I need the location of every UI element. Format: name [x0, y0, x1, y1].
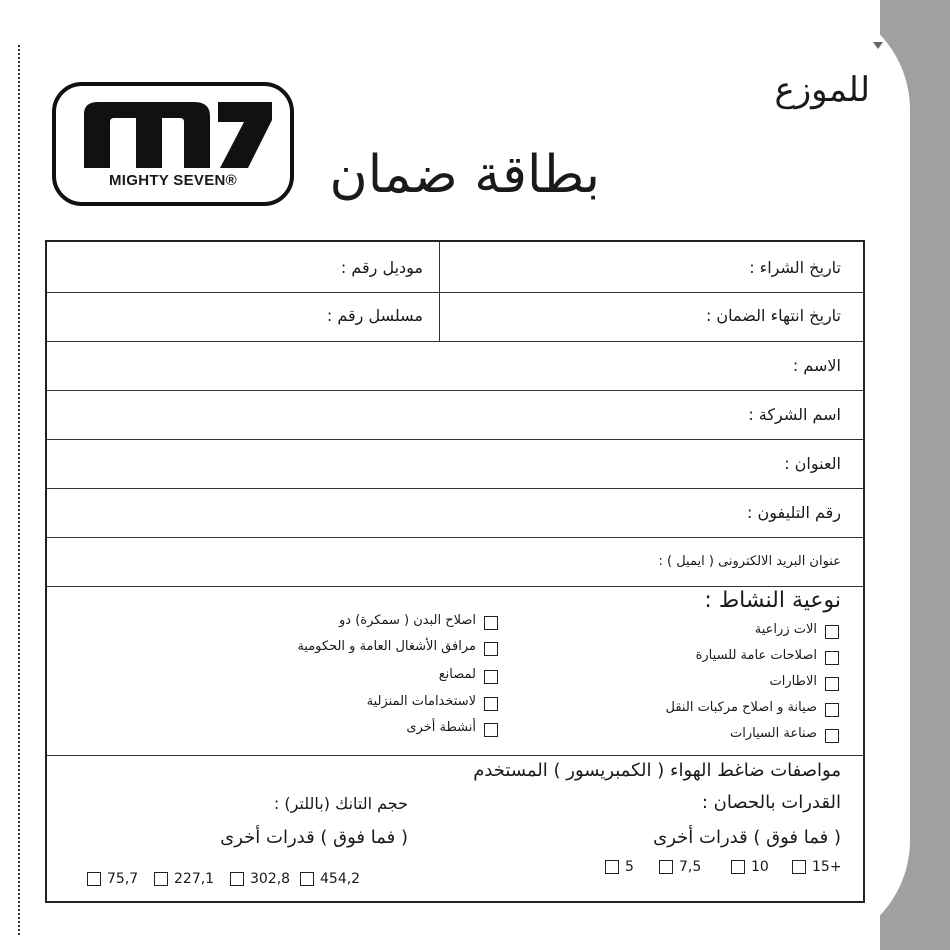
tank-label: حجم التانك (باللتر) :	[273, 794, 408, 813]
activity-checkbox[interactable]	[484, 642, 498, 656]
activity-option-label: صناعة السيارات	[730, 726, 817, 741]
tank-checkbox[interactable]	[300, 872, 314, 886]
tank-other-label: ( فما فوق ) قدرات أخرى	[220, 827, 408, 848]
purchase-date-field[interactable]: تاريخ الشراء :	[749, 258, 841, 277]
hp-option-value: 10	[751, 859, 769, 875]
activity-option-label: اصلاحات عامة للسيارة	[695, 648, 817, 663]
activity-checkbox[interactable]	[825, 625, 839, 639]
activity-option-label: الاطارات	[769, 674, 817, 689]
hp-option[interactable]	[659, 859, 701, 875]
hp-checkbox[interactable]	[605, 860, 619, 874]
activity-option-label: أنشطة أخرى	[406, 720, 476, 735]
warranty-form	[45, 240, 865, 903]
tank-checkbox[interactable]	[154, 872, 168, 886]
hp-checkbox[interactable]	[731, 860, 745, 874]
hp-option-value: 15+	[812, 859, 842, 875]
tank-option[interactable]	[154, 871, 214, 887]
activity-checkbox[interactable]	[825, 729, 839, 743]
hp-option[interactable]	[731, 859, 769, 875]
activity-option-label: مرافق الأشغال العامة و الحكومية	[297, 639, 476, 654]
brand-logo	[52, 82, 294, 206]
hp-label: القدرات بالحصان :	[701, 792, 841, 813]
activity-checkbox[interactable]	[484, 723, 498, 737]
name-field[interactable]: الاسم :	[792, 356, 841, 375]
tank-option[interactable]	[87, 871, 138, 887]
corner-triangle-icon	[873, 42, 883, 49]
tank-checkbox[interactable]	[87, 872, 101, 886]
warranty-end-field[interactable]: تاريخ انتهاء الضمان :	[705, 306, 841, 325]
activity-checkbox[interactable]	[825, 651, 839, 665]
activity-title: نوعية النشاط :	[704, 588, 841, 613]
activity-option-label: صيانة و اصلاح مركبات النقل	[665, 700, 817, 715]
hp-option-value: 5	[625, 859, 634, 875]
hp-option-value: 7,5	[679, 859, 702, 875]
tank-option-value: 454,2	[320, 871, 361, 887]
compressor-title: مواصفات ضاغط الهواء ( الكمبريسور ) المستخدم	[473, 760, 841, 781]
tank-option[interactable]	[230, 871, 290, 887]
activity-checkbox[interactable]	[484, 670, 498, 684]
tank-option-value: 227,1	[174, 871, 215, 887]
activity-option-label: اصلاح البدن ( سمكرة) دو	[339, 613, 476, 628]
activity-checkbox[interactable]	[825, 703, 839, 717]
phone-field[interactable]: رقم التليفون :	[747, 503, 841, 522]
tank-option[interactable]	[300, 871, 360, 887]
hp-other-label: ( فما فوق ) قدرات أخرى	[653, 827, 841, 848]
activity-option-label: الات زراعية	[754, 622, 817, 637]
address-field[interactable]: العنوان :	[784, 454, 841, 473]
distributor-label: للموزع	[774, 70, 870, 110]
hp-checkbox[interactable]	[792, 860, 806, 874]
card-title: بطاقة ضمان	[329, 145, 600, 205]
tank-option-value: 302,8	[250, 871, 291, 887]
tank-option-value: 75,7	[107, 871, 139, 887]
activity-option-label: لمصانع	[438, 667, 476, 682]
hp-option[interactable]	[605, 859, 634, 875]
hp-checkbox[interactable]	[659, 860, 673, 874]
activity-checkbox[interactable]	[484, 616, 498, 630]
company-name-field[interactable]: اسم الشركة :	[748, 405, 841, 424]
serial-number-field[interactable]: مسلسل رقم :	[326, 306, 423, 325]
activity-checkbox[interactable]	[825, 677, 839, 691]
activity-option-label: لاستخدامات المنزلية	[366, 694, 476, 709]
tank-checkbox[interactable]	[230, 872, 244, 886]
email-field[interactable]: عنوان البريد الالكترونى ( ايميل ) :	[658, 554, 841, 569]
hp-option[interactable]	[792, 859, 842, 875]
m7-logo-mark	[76, 96, 276, 172]
activity-checkbox[interactable]	[484, 697, 498, 711]
brand-name-text: MIGHTY SEVEN®	[108, 172, 238, 189]
perforation-line	[18, 45, 20, 935]
model-number-field[interactable]: موديل رقم :	[340, 258, 423, 277]
